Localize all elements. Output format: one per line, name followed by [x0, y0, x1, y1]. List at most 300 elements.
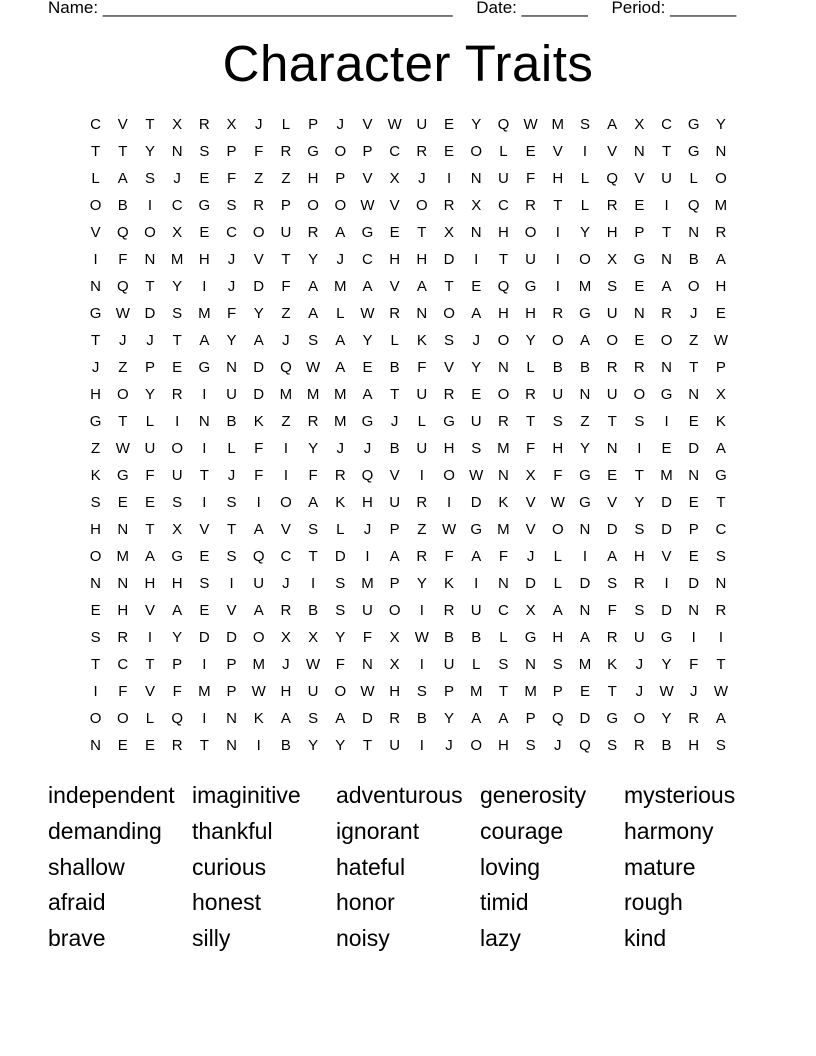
- grid-letter[interactable]: I: [202, 386, 207, 403]
- grid-letter[interactable]: R: [280, 602, 292, 619]
- grid-letter[interactable]: U: [497, 170, 509, 187]
- grid-letter[interactable]: L: [227, 440, 236, 457]
- grid-letter[interactable]: E: [389, 224, 400, 241]
- grid-letter[interactable]: H: [497, 224, 509, 241]
- grid-letter[interactable]: R: [334, 467, 346, 484]
- grid-letter[interactable]: N: [226, 737, 237, 754]
- grid-letter[interactable]: N: [171, 143, 183, 160]
- grid-letter[interactable]: H: [688, 737, 700, 754]
- grid-letter[interactable]: J: [363, 440, 372, 457]
- grid-letter[interactable]: E: [444, 143, 455, 160]
- grid-letter[interactable]: B: [579, 359, 590, 376]
- grid-letter[interactable]: P: [280, 197, 291, 214]
- grid-letter[interactable]: O: [280, 494, 292, 511]
- grid-letter[interactable]: G: [579, 467, 591, 484]
- grid-letter[interactable]: N: [362, 656, 373, 673]
- grid-letter[interactable]: H: [171, 575, 183, 592]
- grid-letter[interactable]: Q: [579, 737, 591, 754]
- grid-letter[interactable]: S: [199, 143, 210, 160]
- grid-letter[interactable]: E: [634, 278, 645, 295]
- grid-letter[interactable]: D: [253, 278, 265, 295]
- grid-letter[interactable]: C: [90, 116, 102, 133]
- grid-letter[interactable]: A: [335, 710, 346, 727]
- grid-letter[interactable]: B: [661, 737, 672, 754]
- period-field[interactable]: _______: [670, 0, 737, 17]
- grid-letter[interactable]: W: [659, 683, 674, 700]
- grid-letter[interactable]: K: [607, 656, 618, 673]
- grid-letter[interactable]: E: [199, 224, 210, 241]
- grid-letter[interactable]: X: [634, 116, 645, 133]
- grid-letter[interactable]: I: [637, 440, 642, 457]
- grid-letter[interactable]: Q: [497, 278, 510, 295]
- grid-letter[interactable]: P: [308, 116, 319, 133]
- grid-letter[interactable]: S: [715, 548, 726, 565]
- grid-letter[interactable]: F: [526, 440, 536, 457]
- grid-letter[interactable]: X: [226, 116, 237, 133]
- grid-letter[interactable]: D: [144, 305, 156, 322]
- grid-letter[interactable]: R: [416, 494, 428, 511]
- grid-letter[interactable]: D: [226, 629, 237, 646]
- grid-letter[interactable]: W: [251, 683, 266, 700]
- grid-letter[interactable]: N: [144, 251, 156, 268]
- grid-letter[interactable]: I: [419, 737, 424, 754]
- grid-letter[interactable]: Q: [171, 710, 183, 727]
- grid-letter[interactable]: F: [118, 683, 128, 700]
- grid-letter[interactable]: Q: [606, 170, 618, 187]
- grid-letter[interactable]: T: [118, 413, 128, 430]
- grid-letter[interactable]: T: [634, 467, 644, 484]
- grid-letter[interactable]: T: [362, 737, 373, 754]
- grid-letter[interactable]: O: [715, 170, 727, 187]
- grid-letter[interactable]: V: [144, 602, 155, 619]
- grid-letter[interactable]: I: [175, 413, 180, 430]
- grid-letter[interactable]: R: [443, 602, 455, 619]
- grid-letter[interactable]: Y: [362, 332, 373, 349]
- grid-letter[interactable]: A: [471, 548, 482, 565]
- grid-letter[interactable]: I: [229, 575, 234, 592]
- grid-letter[interactable]: O: [252, 224, 265, 241]
- grid-letter[interactable]: T: [308, 548, 318, 565]
- grid-letter[interactable]: Q: [497, 116, 510, 133]
- grid-letter[interactable]: N: [198, 413, 210, 430]
- grid-letter[interactable]: I: [256, 494, 261, 511]
- grid-letter[interactable]: V: [144, 683, 155, 700]
- grid-letter[interactable]: H: [90, 386, 102, 403]
- grid-letter[interactable]: N: [470, 224, 482, 241]
- grid-letter[interactable]: Z: [91, 440, 101, 457]
- grid-letter[interactable]: U: [307, 683, 319, 700]
- grid-letter[interactable]: N: [226, 359, 237, 376]
- grid-letter[interactable]: S: [607, 575, 618, 592]
- grid-letter[interactable]: Y: [634, 494, 645, 511]
- grid-letter[interactable]: L: [145, 413, 155, 430]
- grid-letter[interactable]: M: [170, 251, 184, 268]
- grid-letter[interactable]: E: [634, 332, 645, 349]
- grid-letter[interactable]: G: [524, 629, 537, 646]
- grid-letter[interactable]: G: [89, 305, 102, 322]
- date-field[interactable]: _______: [521, 0, 588, 17]
- grid-letter[interactable]: W: [414, 629, 429, 646]
- grid-letter[interactable]: P: [226, 683, 237, 700]
- grid-letter[interactable]: W: [115, 440, 130, 457]
- grid-letter[interactable]: N: [90, 737, 102, 754]
- grid-letter[interactable]: A: [715, 251, 726, 268]
- grid-letter[interactable]: S: [552, 656, 563, 673]
- grid-letter[interactable]: S: [471, 440, 482, 457]
- grid-letter[interactable]: B: [471, 629, 482, 646]
- grid-letter[interactable]: H: [389, 251, 401, 268]
- grid-letter[interactable]: V: [607, 143, 618, 160]
- grid-letter[interactable]: R: [171, 737, 183, 754]
- grid-letter[interactable]: R: [280, 143, 292, 160]
- grid-letter[interactable]: X: [471, 197, 482, 214]
- grid-letter[interactable]: S: [226, 494, 237, 511]
- grid-letter[interactable]: N: [416, 305, 428, 322]
- grid-letter[interactable]: C: [497, 602, 509, 619]
- grid-letter[interactable]: K: [335, 494, 346, 511]
- grid-letter[interactable]: J: [119, 332, 127, 349]
- grid-letter[interactable]: S: [308, 710, 319, 727]
- grid-letter[interactable]: X: [308, 629, 319, 646]
- grid-letter[interactable]: H: [633, 548, 645, 565]
- grid-letter[interactable]: J: [554, 737, 562, 754]
- grid-letter[interactable]: C: [117, 656, 129, 673]
- grid-letter[interactable]: R: [606, 197, 618, 214]
- grid-letter[interactable]: M: [497, 440, 510, 457]
- grid-letter[interactable]: Q: [551, 710, 564, 727]
- grid-letter[interactable]: R: [389, 305, 401, 322]
- grid-letter[interactable]: R: [661, 305, 672, 322]
- grid-letter[interactable]: S: [498, 656, 509, 673]
- grid-letter[interactable]: O: [334, 683, 347, 700]
- grid-letter[interactable]: U: [416, 440, 428, 457]
- grid-letter[interactable]: T: [498, 251, 508, 268]
- grid-letter[interactable]: I: [202, 656, 207, 673]
- grid-letter[interactable]: B: [389, 359, 400, 376]
- grid-letter[interactable]: L: [281, 116, 291, 133]
- grid-letter[interactable]: R: [117, 629, 129, 646]
- grid-letter[interactable]: A: [280, 710, 291, 727]
- grid-letter[interactable]: D: [661, 521, 672, 538]
- grid-letter[interactable]: I: [664, 413, 669, 430]
- grid-letter[interactable]: P: [715, 359, 726, 376]
- grid-letter[interactable]: L: [145, 710, 155, 727]
- grid-letter[interactable]: M: [469, 683, 483, 700]
- grid-letter[interactable]: U: [253, 575, 265, 592]
- grid-letter[interactable]: B: [552, 359, 563, 376]
- grid-letter[interactable]: O: [334, 197, 347, 214]
- grid-letter[interactable]: W: [469, 467, 484, 484]
- grid-letter[interactable]: C: [389, 143, 401, 160]
- grid-letter[interactable]: G: [89, 413, 102, 430]
- grid-letter[interactable]: S: [144, 170, 155, 187]
- grid-letter[interactable]: A: [471, 710, 482, 727]
- grid-letter[interactable]: V: [117, 116, 128, 133]
- grid-letter[interactable]: F: [118, 251, 128, 268]
- grid-letter[interactable]: U: [443, 656, 455, 673]
- grid-letter[interactable]: R: [416, 143, 428, 160]
- grid-letter[interactable]: J: [254, 116, 263, 133]
- grid-letter[interactable]: X: [172, 224, 183, 241]
- grid-letter[interactable]: A: [253, 521, 264, 538]
- grid-letter[interactable]: X: [525, 467, 536, 484]
- grid-letter[interactable]: A: [552, 602, 563, 619]
- grid-letter[interactable]: T: [607, 413, 617, 430]
- grid-letter[interactable]: I: [147, 629, 153, 646]
- grid-letter[interactable]: O: [252, 629, 265, 646]
- grid-letter[interactable]: C: [280, 548, 292, 565]
- grid-letter[interactable]: J: [418, 170, 426, 187]
- grid-letter[interactable]: F: [254, 440, 264, 457]
- grid-letter[interactable]: V: [389, 278, 400, 295]
- grid-letter[interactable]: E: [362, 359, 373, 376]
- grid-letter[interactable]: W: [360, 683, 375, 700]
- grid-letter[interactable]: I: [691, 629, 696, 646]
- grid-letter[interactable]: R: [525, 386, 537, 403]
- grid-letter[interactable]: J: [282, 575, 290, 592]
- grid-letter[interactable]: X: [280, 629, 291, 646]
- grid-letter[interactable]: R: [389, 710, 401, 727]
- grid-letter[interactable]: E: [444, 116, 455, 133]
- grid-letter[interactable]: H: [525, 305, 537, 322]
- grid-letter[interactable]: R: [171, 386, 183, 403]
- grid-letter[interactable]: I: [555, 224, 560, 241]
- grid-letter[interactable]: X: [525, 602, 536, 619]
- grid-letter[interactable]: E: [199, 548, 210, 565]
- grid-letter[interactable]: I: [446, 170, 452, 187]
- grid-letter[interactable]: M: [252, 656, 265, 673]
- grid-letter[interactable]: H: [715, 278, 727, 295]
- grid-letter[interactable]: F: [689, 656, 699, 673]
- grid-letter[interactable]: E: [117, 737, 128, 754]
- grid-letter[interactable]: T: [91, 656, 101, 673]
- grid-letter[interactable]: Y: [661, 656, 672, 673]
- grid-letter[interactable]: Z: [281, 170, 291, 187]
- grid-letter[interactable]: A: [362, 386, 373, 403]
- grid-letter[interactable]: R: [443, 386, 455, 403]
- grid-letter[interactable]: T: [417, 224, 427, 241]
- grid-letter[interactable]: A: [579, 629, 590, 646]
- grid-letter[interactable]: J: [689, 305, 698, 322]
- grid-letter[interactable]: Q: [116, 278, 129, 295]
- grid-letter[interactable]: A: [144, 548, 155, 565]
- grid-letter[interactable]: F: [281, 278, 291, 295]
- grid-letter[interactable]: E: [199, 602, 210, 619]
- grid-letter[interactable]: Q: [687, 197, 700, 214]
- grid-letter[interactable]: S: [172, 494, 183, 511]
- name-field[interactable]: _____________________________________: [102, 0, 453, 17]
- grid-letter[interactable]: S: [308, 521, 319, 538]
- grid-letter[interactable]: D: [661, 494, 672, 511]
- grid-letter[interactable]: Q: [280, 359, 292, 376]
- grid-letter[interactable]: J: [282, 656, 290, 673]
- grid-letter[interactable]: D: [579, 575, 591, 592]
- grid-letter[interactable]: T: [444, 278, 454, 295]
- grid-letter[interactable]: W: [306, 359, 321, 376]
- grid-letter[interactable]: A: [308, 278, 319, 295]
- grid-letter[interactable]: O: [579, 251, 591, 268]
- grid-letter[interactable]: N: [688, 224, 700, 241]
- grid-letter[interactable]: Y: [579, 440, 590, 457]
- grid-letter[interactable]: J: [91, 359, 100, 376]
- grid-letter[interactable]: M: [334, 413, 347, 430]
- grid-letter[interactable]: O: [171, 440, 183, 457]
- grid-letter[interactable]: B: [280, 737, 291, 754]
- grid-letter[interactable]: H: [389, 683, 401, 700]
- grid-letter[interactable]: P: [389, 521, 400, 538]
- grid-letter[interactable]: Y: [579, 224, 590, 241]
- grid-letter[interactable]: S: [634, 602, 645, 619]
- grid-letter[interactable]: L: [91, 170, 100, 187]
- grid-letter[interactable]: O: [497, 386, 510, 403]
- grid-letter[interactable]: X: [389, 629, 400, 646]
- grid-letter[interactable]: J: [336, 440, 345, 457]
- grid-letter[interactable]: L: [390, 332, 399, 349]
- grid-letter[interactable]: T: [172, 332, 182, 349]
- grid-letter[interactable]: O: [116, 386, 129, 403]
- grid-letter[interactable]: O: [307, 197, 319, 214]
- grid-letter[interactable]: U: [470, 602, 482, 619]
- grid-letter[interactable]: M: [714, 197, 728, 214]
- grid-letter[interactable]: J: [227, 278, 236, 295]
- grid-letter[interactable]: R: [307, 224, 319, 241]
- grid-letter[interactable]: D: [253, 359, 265, 376]
- grid-letter[interactable]: I: [202, 710, 207, 727]
- grid-letter[interactable]: F: [444, 548, 454, 565]
- grid-letter[interactable]: R: [633, 575, 645, 592]
- grid-letter[interactable]: Y: [444, 710, 455, 727]
- grid-letter[interactable]: C: [715, 521, 727, 538]
- grid-letter[interactable]: E: [688, 413, 699, 430]
- grid-letter[interactable]: W: [360, 197, 375, 214]
- grid-letter[interactable]: A: [308, 305, 319, 322]
- grid-letter[interactable]: W: [713, 683, 728, 700]
- grid-letter[interactable]: E: [688, 494, 699, 511]
- grid-letter[interactable]: T: [390, 386, 400, 403]
- grid-letter[interactable]: F: [498, 548, 508, 565]
- grid-letter[interactable]: F: [553, 467, 563, 484]
- grid-letter[interactable]: C: [497, 197, 509, 214]
- grid-letter[interactable]: E: [172, 359, 183, 376]
- grid-letter[interactable]: O: [470, 143, 483, 160]
- grid-letter[interactable]: Y: [416, 575, 427, 592]
- grid-letter[interactable]: V: [634, 170, 645, 187]
- grid-letter[interactable]: T: [145, 278, 155, 295]
- grid-letter[interactable]: O: [660, 332, 673, 349]
- grid-letter[interactable]: D: [579, 710, 591, 727]
- grid-letter[interactable]: J: [635, 656, 644, 673]
- grid-letter[interactable]: V: [90, 224, 101, 241]
- grid-letter[interactable]: I: [474, 251, 479, 268]
- grid-letter[interactable]: K: [90, 467, 101, 484]
- grid-letter[interactable]: A: [471, 305, 482, 322]
- grid-letter[interactable]: H: [117, 602, 129, 619]
- grid-letter[interactable]: E: [144, 494, 155, 511]
- grid-letter[interactable]: L: [417, 413, 427, 430]
- grid-letter[interactable]: O: [497, 332, 510, 349]
- grid-letter[interactable]: N: [579, 521, 591, 538]
- grid-letter[interactable]: N: [633, 305, 645, 322]
- grid-letter[interactable]: L: [526, 359, 535, 376]
- grid-letter[interactable]: L: [553, 575, 562, 592]
- grid-letter[interactable]: E: [661, 440, 672, 457]
- grid-letter[interactable]: E: [144, 737, 155, 754]
- grid-letter[interactable]: N: [117, 575, 129, 592]
- grid-letter[interactable]: G: [579, 305, 591, 322]
- grid-letter[interactable]: A: [715, 710, 726, 727]
- grid-letter[interactable]: V: [444, 359, 455, 376]
- grid-letter[interactable]: D: [443, 251, 455, 268]
- grid-letter[interactable]: D: [470, 494, 482, 511]
- grid-letter[interactable]: O: [443, 467, 455, 484]
- grid-letter[interactable]: R: [198, 116, 210, 133]
- grid-letter[interactable]: P: [552, 683, 563, 700]
- grid-letter[interactable]: Q: [361, 467, 374, 484]
- grid-letter[interactable]: B: [688, 251, 699, 268]
- grid-letter[interactable]: R: [307, 413, 319, 430]
- grid-letter[interactable]: T: [526, 413, 536, 430]
- grid-letter[interactable]: P: [226, 143, 237, 160]
- grid-letter[interactable]: R: [715, 602, 727, 619]
- grid-letter[interactable]: C: [661, 116, 672, 133]
- grid-letter[interactable]: N: [633, 143, 645, 160]
- grid-letter[interactable]: U: [606, 386, 618, 403]
- grid-letter[interactable]: A: [308, 494, 319, 511]
- grid-letter[interactable]: V: [253, 251, 264, 268]
- grid-letter[interactable]: W: [441, 521, 457, 538]
- grid-letter[interactable]: T: [689, 359, 699, 376]
- grid-letter[interactable]: I: [202, 494, 207, 511]
- grid-letter[interactable]: Y: [661, 710, 672, 727]
- grid-letter[interactable]: V: [525, 521, 536, 538]
- grid-letter[interactable]: U: [606, 305, 618, 322]
- grid-letter[interactable]: A: [335, 332, 346, 349]
- grid-letter[interactable]: N: [661, 359, 672, 376]
- grid-letter[interactable]: I: [256, 737, 261, 754]
- grid-letter[interactable]: M: [578, 656, 592, 673]
- grid-letter[interactable]: J: [526, 548, 535, 565]
- grid-letter[interactable]: G: [198, 197, 211, 214]
- grid-letter[interactable]: N: [497, 467, 509, 484]
- grid-letter[interactable]: N: [579, 602, 591, 619]
- grid-letter[interactable]: S: [715, 737, 726, 754]
- grid-letter[interactable]: E: [688, 548, 699, 565]
- grid-letter[interactable]: H: [552, 170, 564, 187]
- grid-letter[interactable]: R: [715, 224, 727, 241]
- grid-letter[interactable]: V: [389, 197, 400, 214]
- grid-letter[interactable]: V: [525, 494, 536, 511]
- grid-letter[interactable]: H: [280, 683, 292, 700]
- grid-letter[interactable]: J: [227, 467, 236, 484]
- grid-letter[interactable]: F: [526, 170, 536, 187]
- grid-letter[interactable]: O: [334, 143, 347, 160]
- grid-letter[interactable]: I: [419, 656, 424, 673]
- grid-letter[interactable]: E: [607, 467, 618, 484]
- grid-letter[interactable]: J: [282, 332, 290, 349]
- grid-letter[interactable]: U: [362, 602, 373, 619]
- grid-letter[interactable]: P: [634, 224, 645, 241]
- grid-letter[interactable]: R: [253, 197, 265, 214]
- grid-letter[interactable]: X: [389, 170, 400, 187]
- grid-letter[interactable]: V: [362, 116, 373, 133]
- grid-letter[interactable]: N: [715, 143, 727, 160]
- grid-letter[interactable]: W: [713, 332, 728, 349]
- grid-letter[interactable]: T: [553, 197, 563, 214]
- grid-letter[interactable]: W: [115, 305, 130, 322]
- grid-letter[interactable]: G: [660, 386, 673, 403]
- grid-letter[interactable]: A: [362, 278, 373, 295]
- grid-letter[interactable]: N: [661, 251, 672, 268]
